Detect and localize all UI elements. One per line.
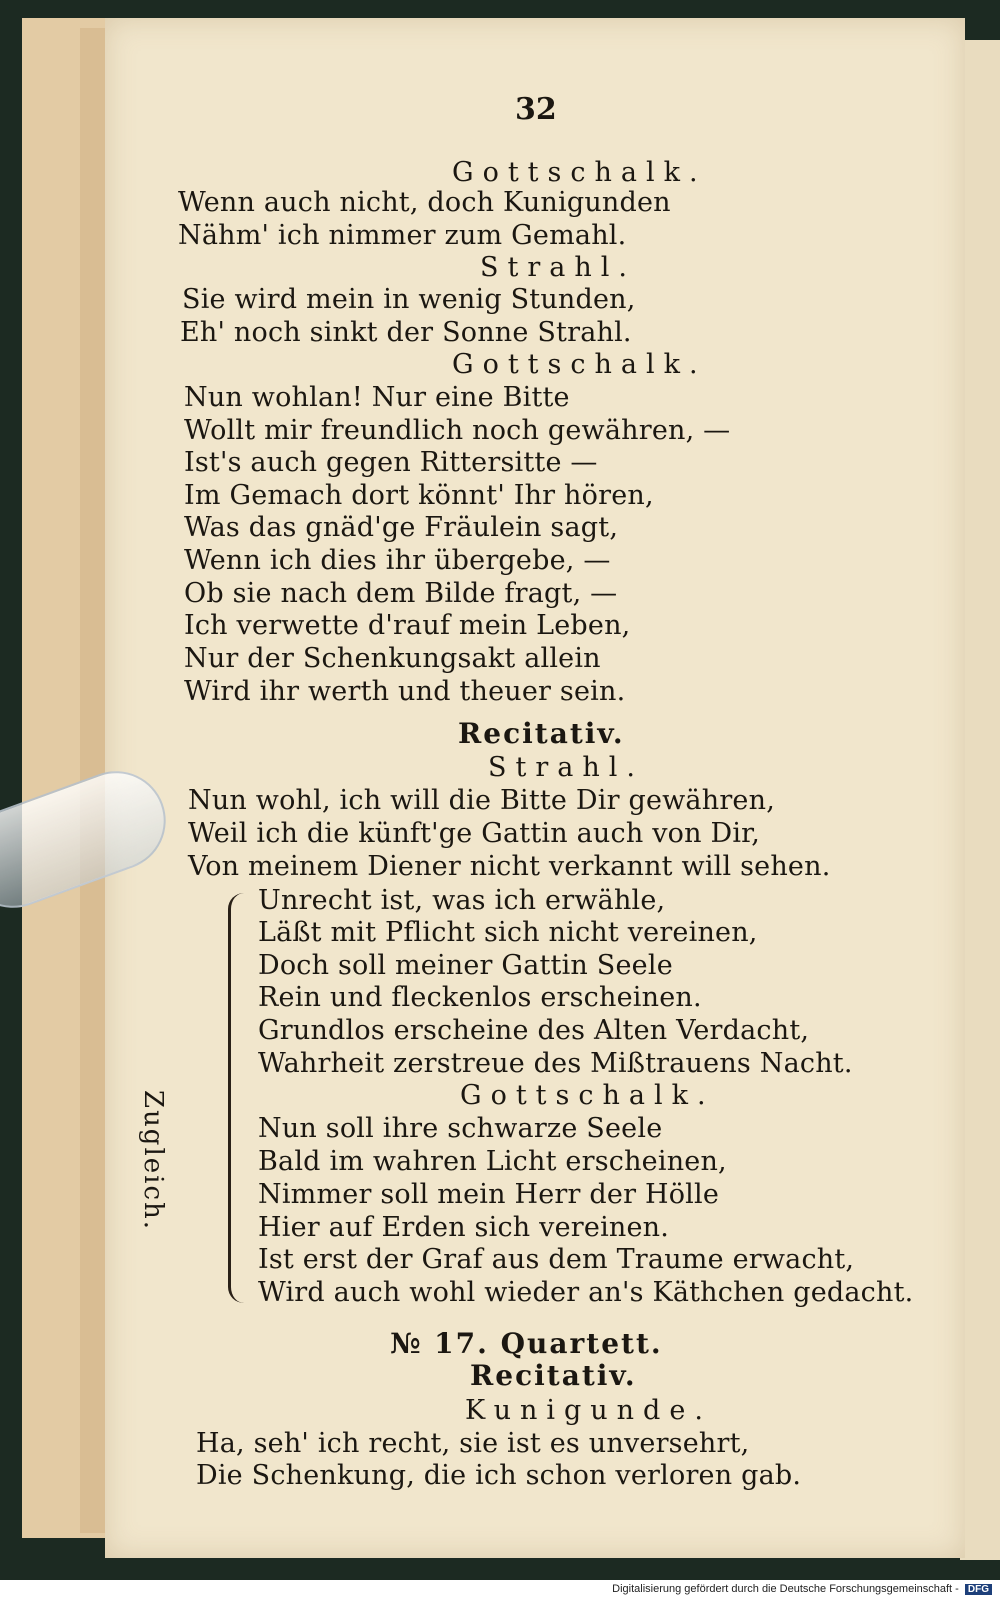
verse-line: Wenn ich dies ihr übergebe, —	[184, 545, 611, 576]
verse-line: Weil ich die künft'ge Gattin auch von Dir,	[188, 818, 761, 849]
verse-line: Wird ihr werth und theuer sein.	[184, 676, 626, 707]
verse-line: Wahrheit zerstreue des Mißtrauens Nacht.	[258, 1048, 853, 1079]
page-number: 32	[515, 92, 557, 127]
verse-line: Nur der Schenkungsakt allein	[184, 643, 601, 674]
verse-line: Wird auch wohl wieder an's Käthchen gedacht.	[258, 1277, 914, 1308]
digitization-credit	[612, 1583, 992, 1595]
verse-line: Läßt mit Pflicht sich nicht vereinen,	[258, 917, 758, 948]
section-heading: Recitativ.	[458, 717, 625, 750]
margin-note-zugleich: Zugleich.	[138, 1090, 168, 1232]
verse-line: Ist erst der Graf aus dem Traume erwacht,	[258, 1244, 855, 1275]
dfg-logo: DFG	[965, 1584, 992, 1595]
speaker-name: Gottschalk.	[452, 349, 707, 380]
verse-line: Ist's auch gegen Rittersitte —	[184, 447, 598, 478]
speaker-name: Kunigunde.	[465, 1395, 712, 1426]
verse-line: Ich verwette d'rauf mein Leben,	[184, 610, 631, 641]
credit-text: Digitalisierung gefördert durch die Deutsche Forschungsgemeinschaft -	[612, 1583, 959, 1595]
verse-line: Nun wohl, ich will die Bitte Dir gewähren,	[188, 785, 775, 816]
verse-line: Was das gnäd'ge Fräulein sagt,	[184, 512, 619, 543]
section-heading: Recitativ.	[470, 1359, 637, 1392]
verse-line: Bald im wahren Licht erscheinen,	[258, 1146, 727, 1177]
verse-line: Sie wird mein in wenig Stunden,	[182, 284, 636, 315]
verse-line: Ha, seh' ich recht, sie ist es unversehrt,	[196, 1428, 750, 1459]
verse-line: Nähm' ich nimmer zum Gemahl.	[178, 220, 627, 251]
verse-line: Hier auf Erden sich vereinen.	[258, 1212, 670, 1243]
verse-line: Nun soll ihre schwarze Seele	[258, 1113, 663, 1144]
speaker-name: Strahl.	[488, 752, 644, 783]
verse-line: Unrecht ist, was ich erwähle,	[258, 885, 666, 916]
verse-line: Von meinem Diener nicht verkannt will sehen.	[188, 851, 831, 882]
verse-line: Nun wohlan! Nur eine Bitte	[184, 382, 570, 413]
facing-page-edge	[960, 40, 1000, 1560]
verse-line: Rein und fleckenlos erscheinen.	[258, 982, 702, 1013]
verse-line: Die Schenkung, die ich schon verloren gab.	[196, 1460, 802, 1491]
speaker-name: Strahl.	[480, 252, 636, 283]
speaker-name: Gottschalk.	[452, 157, 707, 188]
verse-line: Ob sie nach dem Bilde fragt, —	[184, 578, 618, 609]
verse-line: Nimmer soll mein Herr der Hölle	[258, 1179, 720, 1210]
verse-line: Wenn auch nicht, doch Kunigunden	[178, 187, 671, 218]
speaker-name: Gottschalk.	[460, 1080, 715, 1111]
verse-line: Eh' noch sinkt der Sonne Strahl.	[180, 317, 632, 348]
verse-line: Im Gemach dort könnt' Ihr hören,	[184, 480, 654, 511]
section-heading: № 17. Quartett.	[390, 1327, 663, 1360]
simultaneous-bracket	[228, 893, 247, 1303]
verse-line: Wollt mir freundlich noch gewähren, —	[184, 415, 731, 446]
verse-line: Grundlos erscheine des Alten Verdacht,	[258, 1015, 810, 1046]
verse-line: Doch soll meiner Gattin Seele	[258, 950, 673, 981]
